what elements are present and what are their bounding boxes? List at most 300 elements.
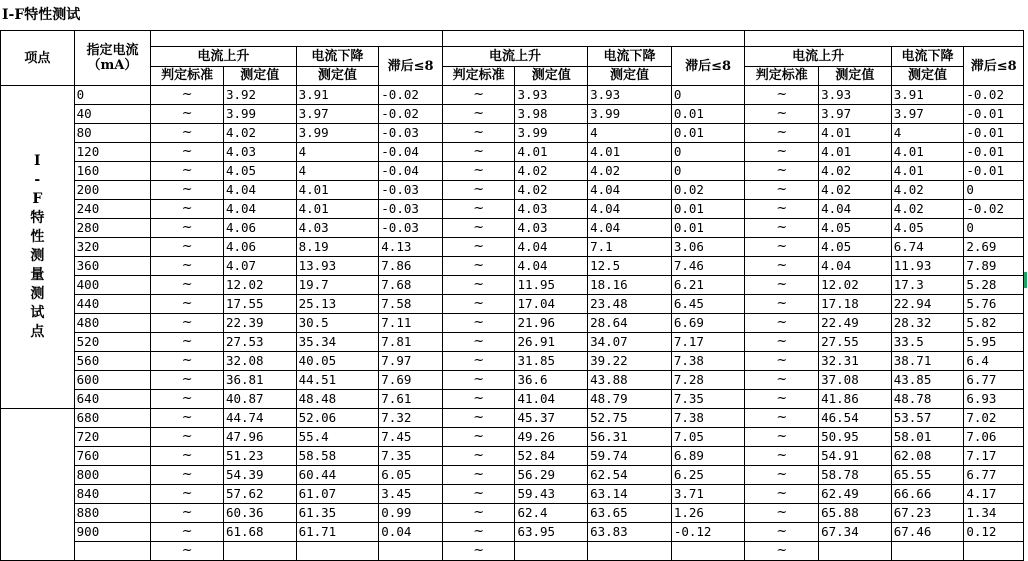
rise-value-cell: 52.84 — [515, 447, 588, 466]
fall-value-cell: 4.04 — [588, 200, 672, 219]
lag-value-cell: 7.06 — [964, 428, 1024, 447]
lag-value-cell: 4.13 — [379, 238, 443, 257]
rise-value-cell: 65.88 — [819, 504, 892, 523]
header-measured-fall: 测定值 — [891, 67, 964, 86]
fall-value-cell: 3.97 — [296, 105, 379, 124]
lag-value-cell: 7.38 — [671, 409, 745, 428]
header-measured-fall: 测定值 — [296, 67, 379, 86]
lag-value-cell: -0.04 — [379, 162, 443, 181]
current-cell: 160 — [74, 162, 151, 181]
current-cell: 200 — [74, 181, 151, 200]
fall-value-cell: 67.46 — [891, 523, 964, 542]
rise-value-cell: 47.96 — [223, 428, 296, 447]
lag-value-cell: 7.97 — [379, 352, 443, 371]
standard-cell: ~ — [442, 485, 515, 504]
fall-value-cell: 43.85 — [891, 371, 964, 390]
rise-value-cell: 54.91 — [819, 447, 892, 466]
project-label-char: 测 — [30, 286, 45, 302]
rise-value-cell: 3.99 — [223, 105, 296, 124]
rise-value-cell: 17.18 — [819, 295, 892, 314]
standard-cell: ~ — [442, 257, 515, 276]
rise-value-cell: 4.04 — [223, 200, 296, 219]
lag-value-cell: 3.06 — [671, 238, 745, 257]
standard-cell: ~ — [442, 238, 515, 257]
standard-cell: ~ — [442, 371, 515, 390]
standard-cell: ~ — [151, 333, 224, 352]
current-cell: 280 — [74, 219, 151, 238]
standard-cell: ~ — [442, 542, 515, 561]
rise-value-cell: 21.96 — [515, 314, 588, 333]
fall-value-cell: 4.03 — [296, 219, 379, 238]
rise-value-cell: 44.74 — [223, 409, 296, 428]
standard-cell: ~ — [745, 352, 819, 371]
fall-value-cell: 4.04 — [588, 219, 672, 238]
current-cell: 240 — [74, 200, 151, 219]
rise-value-cell: 32.08 — [223, 352, 296, 371]
current-cell — [74, 542, 151, 561]
fall-value-cell: 56.31 — [588, 428, 672, 447]
table-row — [1, 143, 1024, 162]
rise-value-cell: 36.6 — [515, 371, 588, 390]
fall-value-cell: 52.75 — [588, 409, 672, 428]
lag-value-cell: 6.4 — [964, 352, 1024, 371]
rise-value-cell: 3.93 — [515, 86, 588, 105]
standard-cell: ~ — [442, 105, 515, 124]
fall-value-cell: 3.91 — [891, 86, 964, 105]
fall-value-cell: 19.7 — [296, 276, 379, 295]
header-rise: 电流上升 — [745, 47, 891, 67]
header-measured-rise: 测定值 — [819, 67, 892, 86]
standard-cell: ~ — [151, 485, 224, 504]
current-cell: 320 — [74, 238, 151, 257]
rise-value-cell: 4.06 — [223, 238, 296, 257]
standard-cell: ~ — [151, 390, 224, 409]
standard-cell: ~ — [745, 409, 819, 428]
lag-value-cell: -0.01 — [964, 162, 1024, 181]
standard-cell: ~ — [151, 466, 224, 485]
standard-cell: ~ — [745, 257, 819, 276]
current-cell: 520 — [74, 333, 151, 352]
lag-value-cell — [671, 542, 745, 561]
fall-value-cell: 23.48 — [588, 295, 672, 314]
rise-value-cell — [515, 542, 588, 561]
table-row — [1, 409, 1024, 428]
table-row — [1, 238, 1024, 257]
rise-value-cell: 36.81 — [223, 371, 296, 390]
fall-value-cell: 3.93 — [588, 86, 672, 105]
rise-value-cell: 4.07 — [223, 257, 296, 276]
fall-value-cell: 58.01 — [891, 428, 964, 447]
fall-value-cell: 62.54 — [588, 466, 672, 485]
lag-value-cell: 5.76 — [964, 295, 1024, 314]
standard-cell: ~ — [442, 352, 515, 371]
header-spacer-3 — [745, 31, 1024, 47]
table-row — [1, 428, 1024, 447]
rise-value-cell: 4.01 — [819, 143, 892, 162]
fall-value-cell: 4 — [296, 162, 379, 181]
standard-cell: ~ — [151, 371, 224, 390]
rise-value-cell: 17.04 — [515, 295, 588, 314]
current-cell: 880 — [74, 504, 151, 523]
standard-cell: ~ — [745, 162, 819, 181]
lag-value-cell: 7.05 — [671, 428, 745, 447]
lag-value-cell: 0.99 — [379, 504, 443, 523]
fall-value-cell: 35.34 — [296, 333, 379, 352]
fall-value-cell: 59.74 — [588, 447, 672, 466]
rise-value-cell: 17.55 — [223, 295, 296, 314]
header-fall: 电流下降 — [891, 47, 964, 67]
rise-value-cell: 4.04 — [515, 257, 588, 276]
standard-cell: ~ — [151, 523, 224, 542]
fall-value-cell: 38.71 — [891, 352, 964, 371]
project-label-char: 量 — [30, 267, 45, 283]
project-label-char: 试 — [30, 305, 45, 321]
fall-value-cell: 4.02 — [588, 162, 672, 181]
rise-value-cell: 4.05 — [819, 219, 892, 238]
rise-value-cell: 59.43 — [515, 485, 588, 504]
rise-value-cell: 41.04 — [515, 390, 588, 409]
selection-edge-marker — [1024, 272, 1027, 288]
standard-cell: ~ — [151, 200, 224, 219]
rise-value-cell: 32.31 — [819, 352, 892, 371]
lag-value-cell: -0.01 — [964, 105, 1024, 124]
fall-value-cell: 63.83 — [588, 523, 672, 542]
lag-value-cell: 0.01 — [671, 200, 745, 219]
header-fall: 电流下降 — [588, 47, 672, 67]
header-rise: 电流上升 — [151, 47, 296, 67]
standard-cell: ~ — [442, 504, 515, 523]
rise-value-cell: 4.03 — [515, 219, 588, 238]
current-cell: 720 — [74, 428, 151, 447]
rise-value-cell: 3.97 — [819, 105, 892, 124]
lag-value-cell: 7.46 — [671, 257, 745, 276]
fall-value-cell: 3.99 — [296, 124, 379, 143]
current-cell: 800 — [74, 466, 151, 485]
standard-cell: ~ — [442, 295, 515, 314]
header-rise: 电流上升 — [442, 47, 587, 67]
lag-value-cell: 0.01 — [671, 105, 745, 124]
rise-value-cell: 31.85 — [515, 352, 588, 371]
rise-value-cell: 4.04 — [819, 257, 892, 276]
rise-value-cell: 49.26 — [515, 428, 588, 447]
rise-value-cell: 40.87 — [223, 390, 296, 409]
header-lag: 滞后≤8 — [671, 47, 745, 86]
project-label-char: - — [34, 172, 41, 188]
rise-value-cell: 27.53 — [223, 333, 296, 352]
header-measured-fall: 测定值 — [588, 67, 672, 86]
rise-value-cell: 4.02 — [223, 124, 296, 143]
fall-value-cell: 3.97 — [891, 105, 964, 124]
table-row — [1, 466, 1024, 485]
lag-value-cell: 1.34 — [964, 504, 1024, 523]
lag-value-cell: -0.01 — [964, 143, 1024, 162]
standard-cell: ~ — [151, 219, 224, 238]
standard-cell: ~ — [745, 314, 819, 333]
rise-value-cell: 4.06 — [223, 219, 296, 238]
lag-value-cell: 6.93 — [964, 390, 1024, 409]
standard-cell: ~ — [151, 238, 224, 257]
current-cell: 440 — [74, 295, 151, 314]
fall-value-cell: 48.48 — [296, 390, 379, 409]
standard-cell: ~ — [745, 200, 819, 219]
fall-value-cell: 4.02 — [891, 200, 964, 219]
standard-cell: ~ — [442, 409, 515, 428]
lag-value-cell: 7.35 — [379, 447, 443, 466]
rise-value-cell: 4.02 — [819, 181, 892, 200]
current-cell: 480 — [74, 314, 151, 333]
standard-cell: ~ — [442, 447, 515, 466]
fall-value-cell: 52.06 — [296, 409, 379, 428]
standard-cell: ~ — [151, 276, 224, 295]
fall-value-cell: 60.44 — [296, 466, 379, 485]
fall-value-cell: 6.74 — [891, 238, 964, 257]
fall-value-cell: 61.35 — [296, 504, 379, 523]
standard-cell: ~ — [745, 276, 819, 295]
lag-value-cell: 7.68 — [379, 276, 443, 295]
fall-value-cell: 4.02 — [891, 181, 964, 200]
table-row — [1, 276, 1024, 295]
table-row — [1, 504, 1024, 523]
header-current: 指定电流（mA） — [74, 31, 151, 86]
lag-value-cell: 6.25 — [671, 466, 745, 485]
lag-value-cell: 5.95 — [964, 333, 1024, 352]
rise-value-cell: 4.04 — [515, 238, 588, 257]
fall-value-cell: 66.66 — [891, 485, 964, 504]
lag-value-cell: 0.04 — [379, 523, 443, 542]
project-label-char: 性 — [30, 229, 45, 245]
fall-value-cell: 48.79 — [588, 390, 672, 409]
table-row — [1, 181, 1024, 200]
rise-value-cell: 3.99 — [515, 124, 588, 143]
project-label-char: 特 — [30, 210, 45, 226]
rise-value-cell: 4.01 — [515, 143, 588, 162]
fall-value-cell: 17.3 — [891, 276, 964, 295]
table-row — [1, 162, 1024, 181]
lag-value-cell: 0.12 — [964, 523, 1024, 542]
rise-value-cell: 37.08 — [819, 371, 892, 390]
lag-value-cell: 7.58 — [379, 295, 443, 314]
standard-cell: ~ — [442, 333, 515, 352]
fall-value-cell: 12.5 — [588, 257, 672, 276]
table-row — [1, 86, 1024, 105]
fall-value-cell: 4.01 — [891, 162, 964, 181]
fall-value-cell: 25.13 — [296, 295, 379, 314]
rise-value-cell: 3.93 — [819, 86, 892, 105]
standard-cell: ~ — [442, 466, 515, 485]
fall-value-cell: 4.04 — [588, 181, 672, 200]
standard-cell: ~ — [151, 295, 224, 314]
standard-cell: ~ — [442, 276, 515, 295]
standard-cell: ~ — [442, 181, 515, 200]
lag-value-cell: -0.02 — [379, 105, 443, 124]
fall-value-cell: 28.32 — [891, 314, 964, 333]
standard-cell: ~ — [442, 523, 515, 542]
fall-value-cell: 3.91 — [296, 86, 379, 105]
standard-cell: ~ — [442, 200, 515, 219]
rise-value-cell: 4.03 — [515, 200, 588, 219]
rise-value-cell: 63.95 — [515, 523, 588, 542]
fall-value-cell: 8.19 — [296, 238, 379, 257]
rise-value-cell: 11.95 — [515, 276, 588, 295]
standard-cell: ~ — [442, 390, 515, 409]
standard-cell: ~ — [745, 295, 819, 314]
rise-value-cell: 62.49 — [819, 485, 892, 504]
current-cell: 560 — [74, 352, 151, 371]
lag-value-cell: 7.81 — [379, 333, 443, 352]
standard-cell: ~ — [151, 542, 224, 561]
current-cell: 680 — [74, 409, 151, 428]
table-row — [1, 200, 1024, 219]
fall-value-cell: 30.5 — [296, 314, 379, 333]
table-row — [1, 257, 1024, 276]
current-cell: 640 — [74, 390, 151, 409]
rise-value-cell: 57.62 — [223, 485, 296, 504]
rise-value-cell: 4.04 — [819, 200, 892, 219]
fall-value-cell: 43.88 — [588, 371, 672, 390]
fall-value-cell: 65.55 — [891, 466, 964, 485]
header-measured-rise: 测定值 — [515, 67, 588, 86]
fall-value-cell — [891, 542, 964, 561]
rise-value-cell: 4.05 — [223, 162, 296, 181]
rise-value-cell: 22.49 — [819, 314, 892, 333]
lag-value-cell: -0.03 — [379, 219, 443, 238]
fall-value-cell: 39.22 — [588, 352, 672, 371]
current-cell: 600 — [74, 371, 151, 390]
lag-value-cell: 0 — [671, 162, 745, 181]
project-label-char: F — [32, 191, 43, 207]
lag-value-cell: 0 — [671, 143, 745, 162]
current-cell: 120 — [74, 143, 151, 162]
rise-value-cell: 51.23 — [223, 447, 296, 466]
lag-value-cell: 7.17 — [964, 447, 1024, 466]
fall-value-cell: 13.93 — [296, 257, 379, 276]
lag-value-cell: -0.12 — [671, 523, 745, 542]
fall-value-cell: 40.05 — [296, 352, 379, 371]
lag-value-cell: 7.86 — [379, 257, 443, 276]
lag-value-cell: 7.17 — [671, 333, 745, 352]
lag-value-cell: -0.02 — [379, 86, 443, 105]
lag-value-cell: 3.71 — [671, 485, 745, 504]
table-row — [1, 371, 1024, 390]
standard-cell: ~ — [442, 314, 515, 333]
standard-cell: ~ — [745, 86, 819, 105]
rise-value-cell: 4.02 — [515, 162, 588, 181]
fall-value-cell: 62.08 — [891, 447, 964, 466]
rise-value-cell — [819, 542, 892, 561]
fall-value-cell: 3.99 — [588, 105, 672, 124]
standard-cell: ~ — [151, 504, 224, 523]
fall-value-cell: 61.07 — [296, 485, 379, 504]
fall-value-cell: 4.01 — [588, 143, 672, 162]
fall-value-cell: 4.05 — [891, 219, 964, 238]
lag-value-cell: 5.82 — [964, 314, 1024, 333]
lag-value-cell: 6.05 — [379, 466, 443, 485]
lag-value-cell: 7.61 — [379, 390, 443, 409]
rise-value-cell: 54.39 — [223, 466, 296, 485]
lag-value-cell: 7.28 — [671, 371, 745, 390]
standard-cell: ~ — [151, 257, 224, 276]
sheet-title: I-F特性测试 — [2, 7, 81, 23]
standard-cell: ~ — [151, 124, 224, 143]
rise-value-cell: 45.37 — [515, 409, 588, 428]
lag-value-cell: 7.38 — [671, 352, 745, 371]
project-blank — [1, 409, 75, 561]
project-label-char: 点 — [30, 324, 45, 340]
lag-value-cell: 3.45 — [379, 485, 443, 504]
standard-cell: ~ — [745, 219, 819, 238]
standard-cell: ~ — [151, 352, 224, 371]
header-spacer-2 — [442, 31, 745, 47]
lag-value-cell — [379, 542, 443, 561]
table-row — [1, 105, 1024, 124]
lag-value-cell: 7.89 — [964, 257, 1024, 276]
standard-cell: ~ — [745, 371, 819, 390]
standard-cell: ~ — [442, 124, 515, 143]
rise-value-cell — [223, 542, 296, 561]
lag-value-cell: -0.03 — [379, 181, 443, 200]
fall-value-cell: 4 — [588, 124, 672, 143]
header-fall: 电流下降 — [296, 47, 379, 67]
standard-cell: ~ — [151, 428, 224, 447]
lag-value-cell: 6.77 — [964, 371, 1024, 390]
lag-value-cell: -0.02 — [964, 86, 1024, 105]
project-label-char: 测 — [30, 248, 45, 264]
lag-value-cell: 7.02 — [964, 409, 1024, 428]
fall-value-cell: 18.16 — [588, 276, 672, 295]
standard-cell: ~ — [151, 314, 224, 333]
fall-value-cell: 4.01 — [296, 200, 379, 219]
lag-value-cell: 6.77 — [964, 466, 1024, 485]
fall-value-cell: 33.5 — [891, 333, 964, 352]
table-row — [1, 352, 1024, 371]
standard-cell: ~ — [151, 181, 224, 200]
table-row — [1, 333, 1024, 352]
fall-value-cell: 61.71 — [296, 523, 379, 542]
lag-value-cell: 0 — [964, 219, 1024, 238]
standard-cell: ~ — [745, 428, 819, 447]
header-spacer-1 — [151, 31, 443, 47]
table-row — [1, 314, 1024, 333]
fall-value-cell: 11.93 — [891, 257, 964, 276]
lag-value-cell: -0.03 — [379, 124, 443, 143]
lag-value-cell: 0 — [964, 181, 1024, 200]
fall-value-cell — [296, 542, 379, 561]
current-cell: 40 — [74, 105, 151, 124]
standard-cell: ~ — [745, 238, 819, 257]
fall-value-cell: 4 — [296, 143, 379, 162]
standard-cell: ~ — [151, 86, 224, 105]
lag-value-cell: 6.45 — [671, 295, 745, 314]
standard-cell: ~ — [745, 485, 819, 504]
rise-value-cell: 4.01 — [819, 124, 892, 143]
project-label-char: I — [34, 153, 41, 169]
rise-value-cell: 22.39 — [223, 314, 296, 333]
lag-value-cell: 7.32 — [379, 409, 443, 428]
rise-value-cell: 56.29 — [515, 466, 588, 485]
if-test-table — [0, 30, 1024, 561]
standard-cell: ~ — [745, 105, 819, 124]
standard-cell: ~ — [745, 523, 819, 542]
standard-cell: ~ — [151, 447, 224, 466]
standard-cell: ~ — [442, 219, 515, 238]
fall-value-cell: 4.01 — [296, 181, 379, 200]
lag-value-cell: 7.45 — [379, 428, 443, 447]
table-row — [1, 219, 1024, 238]
rise-value-cell: 3.98 — [515, 105, 588, 124]
standard-cell: ~ — [745, 181, 819, 200]
lag-value-cell: -0.02 — [964, 200, 1024, 219]
fall-value-cell: 7.1 — [588, 238, 672, 257]
